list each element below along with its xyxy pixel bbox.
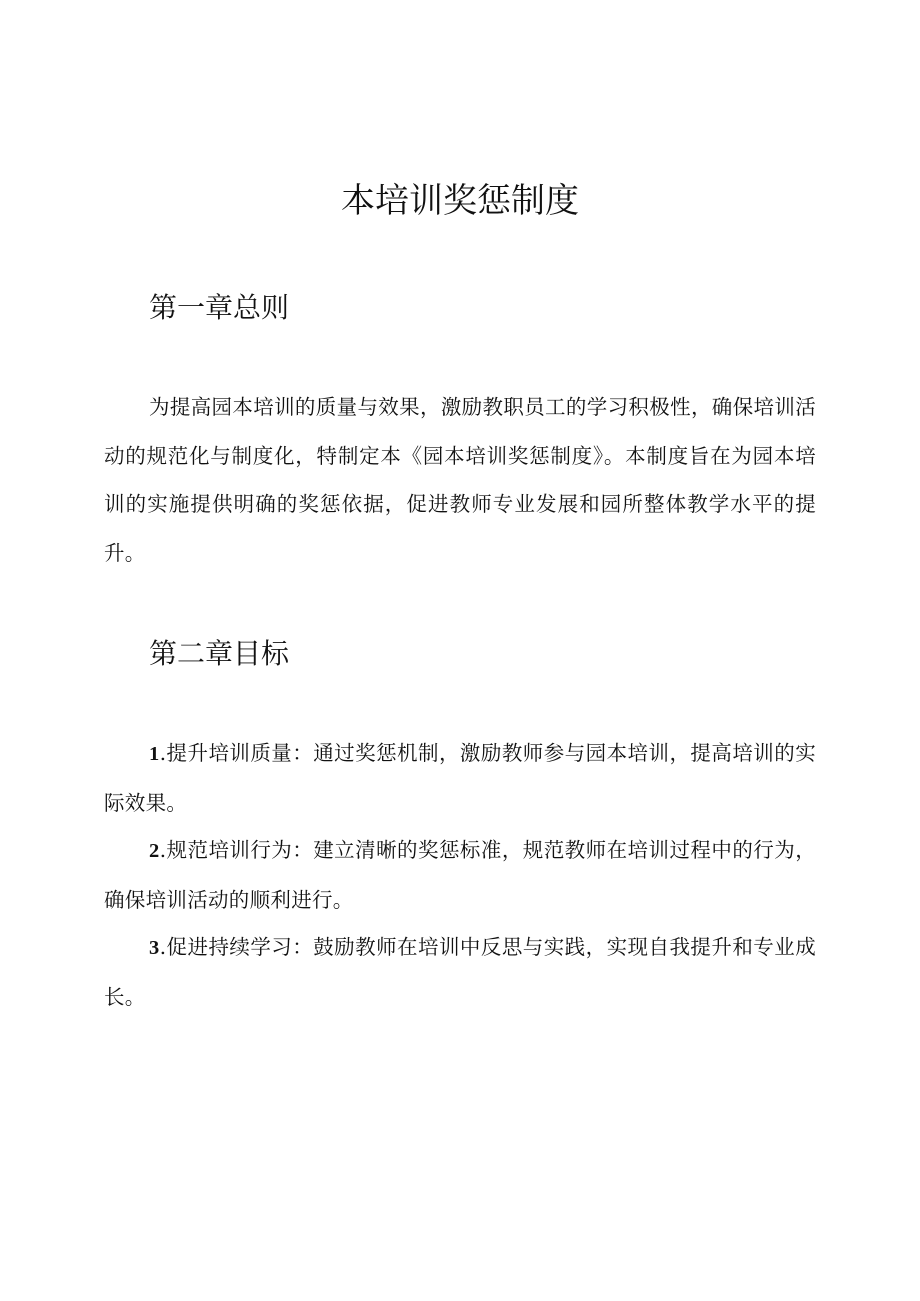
goal-text-1: .提升培训质量：通过奖惩机制，激励教师参与园本培训，提高培训的实际效果。 [104, 741, 816, 815]
chapter-heading-general: 第一章总则 [149, 291, 290, 324]
goal-item-3 [104, 923, 816, 1021]
chapter-heading-goals: 第二章目标 [149, 637, 290, 670]
goal-item-1 [104, 729, 816, 827]
goal-number-2: 2 [149, 840, 160, 862]
goal-number-1: 1 [149, 743, 160, 765]
goal-number-3: 3 [149, 937, 160, 959]
goal-text-3: .促进持续学习：鼓励教师在培训中反思与实践，实现自我提升和专业成长。 [104, 935, 816, 1009]
goal-text-2: .规范培训行为：建立清晰的奖惩标准，规范教师在培训过程中的行为，确保培训活动的顺利进行。 [104, 838, 816, 912]
document-title: 本培训奖惩制度 [341, 181, 579, 221]
goal-item-2 [104, 826, 816, 924]
general-principles-paragraph: 为提高园本培训的质量与效果，激励教职员工的学习积极性，确保培训活动的规范化与制度化，特制定本《园本培训奖惩制度》。本制度旨在为园本培训的实施提供明确的奖惩依据，促进教师专业发展和园所整体教学水平的提升。 [104, 395, 816, 565]
